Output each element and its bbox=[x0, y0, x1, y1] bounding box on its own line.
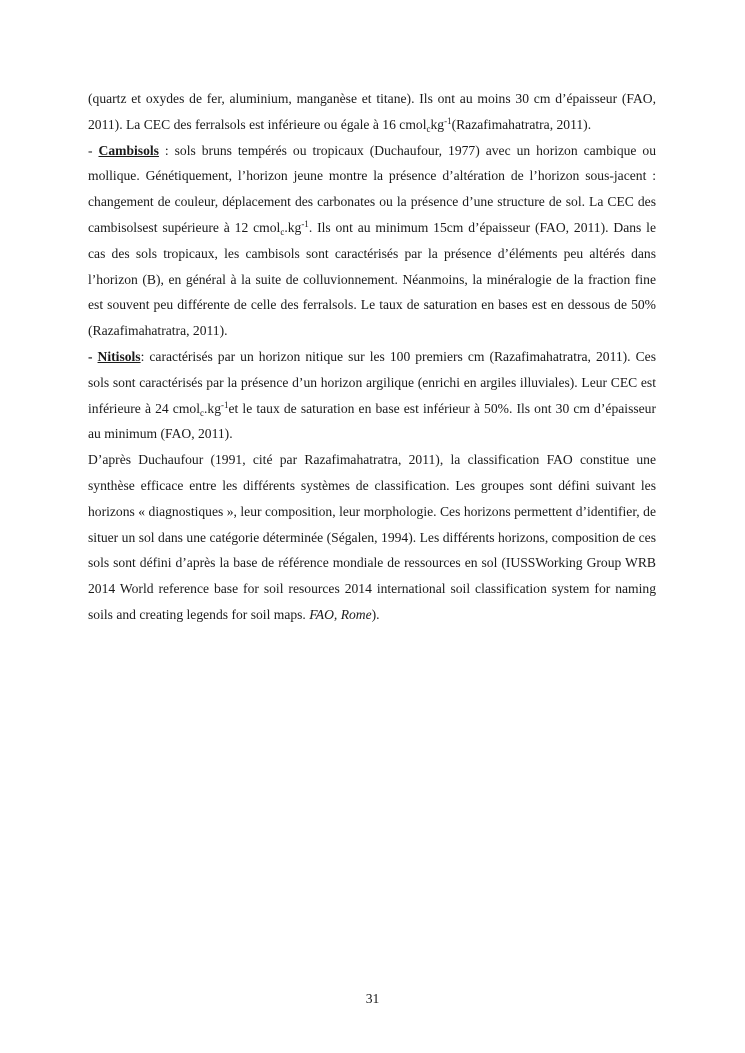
superscript: -1 bbox=[301, 218, 309, 229]
page-number: 31 bbox=[365, 991, 380, 1006]
subscript: c bbox=[426, 123, 431, 134]
superscript: -1 bbox=[444, 115, 452, 126]
text: ). bbox=[371, 606, 380, 622]
text: .kg bbox=[284, 219, 302, 235]
text: (quartz et oxydes de fer, aluminium, manganèse et titane). Ils ont au moins 30 cm d’épaisseur (FAO, 2011). La CEC des ferralsols est inférieure ou égale à 16 cmol bbox=[88, 91, 656, 132]
term-cambisols: Cambisols bbox=[98, 142, 159, 158]
text: .kg bbox=[204, 400, 221, 416]
paragraph-classification bbox=[88, 447, 656, 628]
paragraph-ferralsols bbox=[88, 86, 656, 138]
paragraph-cambisols bbox=[88, 138, 656, 344]
text: (Razafimahatratra, 2011). bbox=[451, 116, 592, 132]
dash: - bbox=[88, 142, 99, 158]
text: et le taux de saturation en base est inférieur à 50%. Ils ont 30 cm d’épaisseur au minimum (FAO, 2011). bbox=[88, 400, 657, 442]
text: : sols bruns tempérés ou tropicaux (Duchaufour, 1977) avec un horizon cambique ou mollique. Génétiquement, l’horizon jeune montre la présence d’altération de l’horizon sous-jacent : changement de couleur, déplacement des carbonates ou la présence d’une structure de sol. La CEC des cambisolsest supérieure à 12 cmol bbox=[88, 142, 657, 235]
paragraph-nitisols bbox=[88, 344, 656, 447]
italic-citation: FAO, Rome bbox=[309, 606, 372, 622]
superscript: -1 bbox=[221, 399, 229, 410]
text: D’après Duchaufour (1991, cité par Razafimahatratra, 2011), la classification FAO constitue une synthèse efficace entre les différents systèmes de classification. Les groupes sont défini suivant les horizons « diagnostiques », leur composition, leur morphologie. Ces horizons permettent d’identifier, de situer un sol dans une catégorie déterminée (Ségalen, 1994). Les différents horizons, composition de ces sols sont défini d’après la base de référence mondiale de ressources en sol (IUSSWorking Group WRB 2014 World reference base for soil resources 2014 international soil classification system for naming soils and creating legends for soil maps. bbox=[88, 452, 656, 622]
text: kg bbox=[430, 116, 445, 132]
text: . Ils ont au minimum 15cm d’épaisseur (FAO, 2011). Dans le cas des sols tropicaux, les cambisols sont caractérisés par la présence d’éléments peu altérés dans l’horizon (B), en général à la suite de colluvionnement. Néanmoins, la minéralogie de la fraction fine est souvent peu différente de celle des ferralsols. Le taux de saturation en bases est en dessous de 50% (Razafimahatratra, 2011). bbox=[88, 219, 656, 339]
subscript: c bbox=[280, 226, 285, 237]
subscript: c bbox=[200, 407, 204, 418]
dash: - bbox=[88, 348, 98, 364]
text: : caractérisés par un horizon nitique sur les 100 premiers cm (Razafimahatratra, 2011). Ces sols sont caractérisés par la présence d’un horizon argilique (enrichi en argiles illuviales). Leur CEC est inférieure à 24 cmol bbox=[88, 348, 656, 416]
term-nitisols: Nitisols bbox=[97, 348, 141, 364]
document-body bbox=[88, 86, 656, 628]
